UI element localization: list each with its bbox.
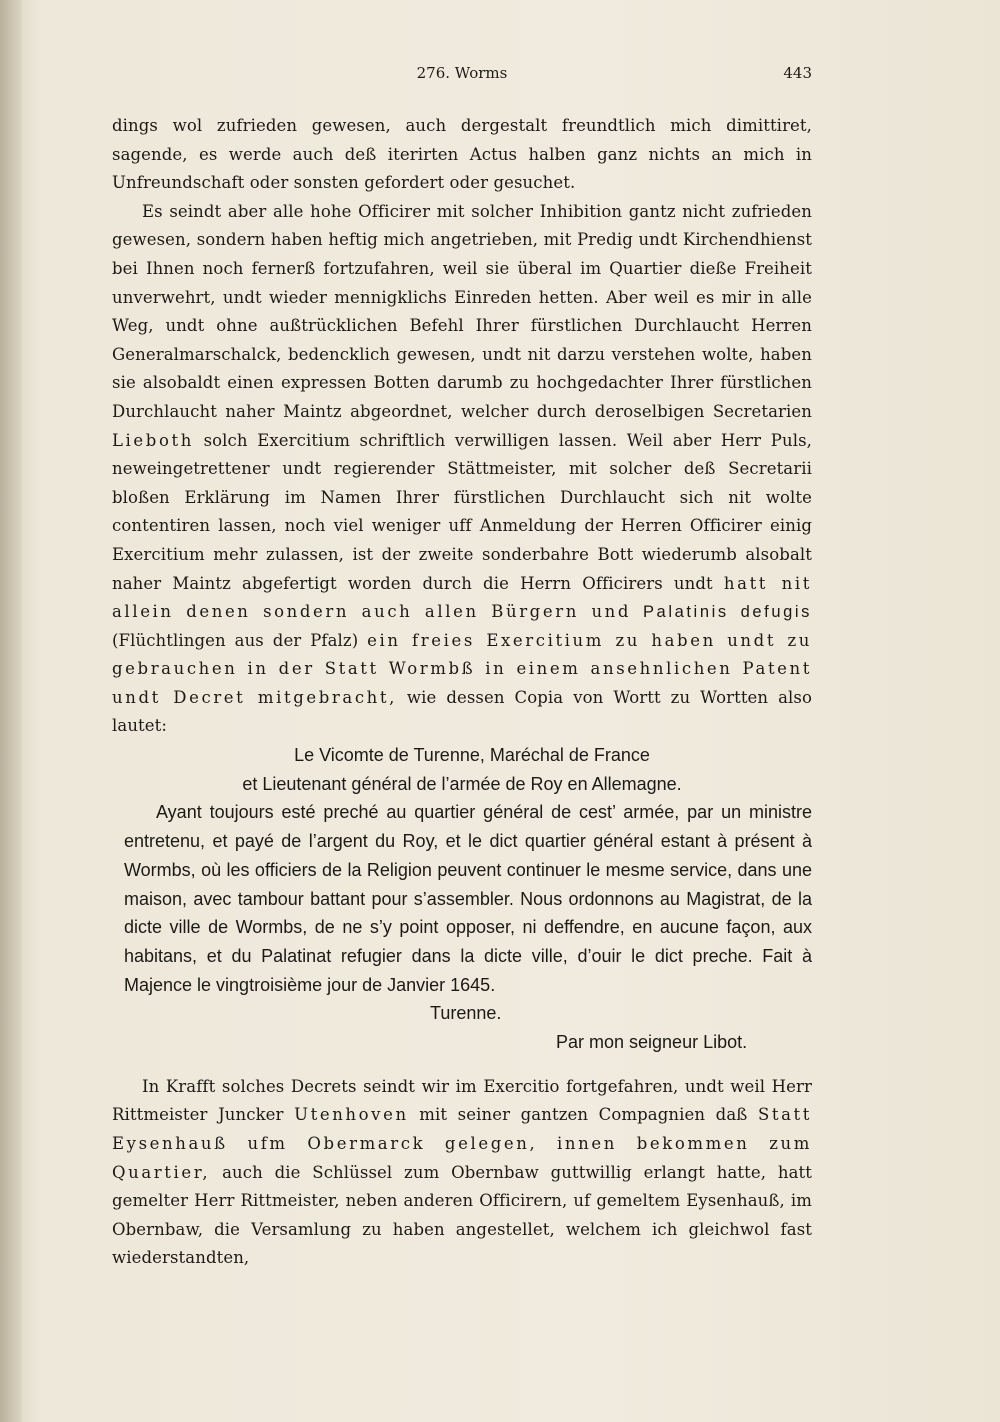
name-lieboth: Lieboth [112,430,194,450]
spaced-passage-3: Statt Eysenhauß ufm Obermarck gelegen, innen bekommen zum Quartier, [112,1105,812,1182]
paragraph-followup-text-a: In Krafft solches Decrets seindt wir im Exercitio fortgefahren, undt weil Herr Rittmeister Juncker [112,1076,812,1125]
paragraph-decree-followup [112,1073,812,1273]
paragraph-officers [112,198,812,741]
latin-term: Palatinis defugis [631,603,812,622]
running-title: 276. Worms [416,64,508,82]
spaced-passage-2: ein freies Exercitium zu haben undt zu gebrauchen in der Statt Wormbß in einem ansehnlichen Patent undt Decret mitgebracht, [112,630,812,707]
paragraph-officers-text-c: (Flüchtlingen aus der Pfalz) [112,630,368,650]
name-utenhoven: Utenhoven [294,1105,409,1125]
decree-body: Ayant toujours esté preché au quartier général de cest’ armée, par un ministre entretenu, et payé de l’argent du Roy, et le dict quartier général estant à présent à Wormbs, où les officiers de la Religion peuvent continuer le mesme service, dans une maison, avec tambour battant pour s’assembler. Nous ordonnons au Magistrat, de la dicte ville de Wormbs, de ne s’y point opposer, ni deffendre, en aucune façon, aux habitans, et du Palatinat refugier dans la dicte ville, d’ouir le dict preche. Fait à Majence le vingtroisième jour de Janvier 1645. [124,802,812,995]
page-header [112,64,812,88]
paragraph-followup-text-b: mit seiner gantzen Compagnien daß [408,1105,758,1125]
page-number: 443 [783,64,812,82]
paragraph-officers-text: Es seindt aber alle hohe Officirer mit solcher Inhibition gantz nicht zufrieden gewesen, sondern haben heftig mich angetrieben, mit Predig undt Kirchendhienst bei Ihnen noch fernerß fortzufahren, weil sie überal im Quartier dieße Freiheit unverwehrt, undt wieder mennigklichs Einreden hetten. Aber weil es mir in alle Weg, undt ohne außtrücklichen Befehl Ihrer fürstlichen Durchlaucht Herren Generalmarschalck, bedencklich gewesen, undt nit darzu verstehen wolte, haben sie alsobaldt einen expressen Botten darumb zu hochgedachter Ihrer fürstlichen Durchlaucht naher Maintz abgeordnet, welcher durch deroselbigen Secretarien [112,201,812,421]
body-text [112,112,812,1273]
paragraph-continuation: dings wol zufrieden gewesen, auch dergestalt freundtlich mich dimittiret, sagende, es werde auch deß iterirten Actus halben ganz nichts an mich in Unfreundschaft oder sonsten gefordert oder gesuchet. [112,116,812,193]
decree-countersign: Par mon seigneur Libot. [556,1032,748,1053]
spaced-passage-1: hatt nit allein denen sondern auch allen Bürgern und [112,573,812,622]
paragraph-officers-text-b: solch Exercitium schriftlich verwilligen lassen. Weil aber Herr Puls, neweingetrettener undt regierender Stättmeister, mit solcher deß Secretarii bloßen Erklärung im Namen Ihrer fürstlichen Durchlaucht sich nit wolte contentiren lassen, noch viel weniger uff Anmeldung der Herren Officirer einig Exercitium mehr zulassen, ist der zweite sonderbahre Bott wiederumb alsobalt naher Maintz abgefertigt worden durch die Herrn Officirers undt [112,430,812,593]
paragraph-officers-text-d: wie dessen Copia von Wortt zu Wortten also lautet: [112,687,813,736]
decree-title-line1: Le Vicomte de Turenne, Maréchal de France [294,745,650,766]
decree-signature: Turenne. [430,1003,502,1024]
paragraph-followup-text-c: auch die Schlüssel zum Obernbaw guttwillig erlangt hatte, hatt gemelter Herr Rittmeister, neben anderen Officirern, uf gemeltem Eysenhauß, im Obernbaw, die Versamlung zu haben angestellet, welchem ich gleichwol fast wiederstandten, [112,1162,812,1268]
page-gutter [0,0,22,1422]
french-decree [112,741,812,1057]
decree-title-line2: et Lieutenant général de l’armée de Roy en Allemagne. [242,773,682,794]
